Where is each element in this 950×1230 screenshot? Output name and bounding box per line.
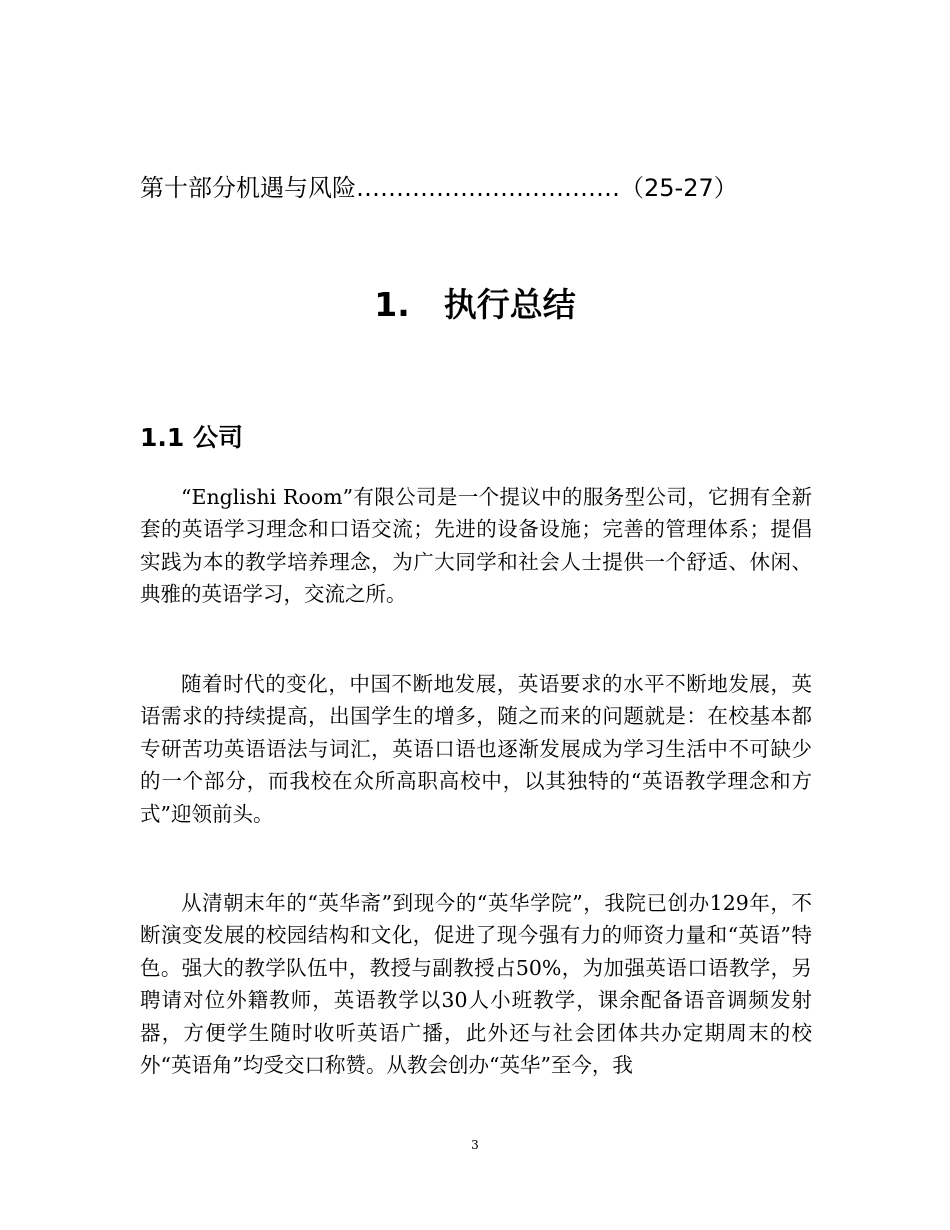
chapter-number: 1. [374, 285, 410, 324]
section-heading: 1.1 公司 [140, 423, 243, 452]
chapter-title-text: 执行总结 [443, 285, 576, 324]
body-paragraph: 随着时代的变化，中国不断地发展，英语要求的水平不断地发展，英语需求的持续提高，出国学生的增多，随之而来的问题就是：在校基本都专研苦功英语语法与词汇，英语口语也逐渐发展成为学习生活中不可缺少的一个部分，而我校在众所高职高校中，以其独特的“英语教学理念和方式”迎领前头。 [140, 672, 812, 826]
body-paragraph: 从清朝末年的“英华斋”到现今的“英华学院”，我院已创办129年，不断演变发展的校园结构和文化，促进了现今强有力的师资力量和“英语”特色。强大的教学队伍中，教授与副教授占50%，为加强英语口语教学，另聘请对位外籍教师，英语教学以30人小班教学，课余配备语音调频发射器，方便学生随时收听英语广播，此外还与社会团体共办定期周末的校外“英语角”均受交口称赞。从教会创办“英华”至今，我 [140, 891, 812, 1078]
body-paragraph: “Englishi Room”有限公司是一个提议中的服务型公司，它拥有全新套的英语学习理念和口语交流；先进的设备设施；完善的管理体系；提倡实践为本的教学培养理念，为广大同学和社会人士提供一个舒适、休闲、典雅的英语学习，交流之所。 [140, 485, 812, 607]
toc-entry: 第十部分机遇与风险……………………………（25-27） [140, 174, 738, 202]
chapter-title [0, 280, 950, 330]
page-number: 3 [471, 1138, 479, 1152]
